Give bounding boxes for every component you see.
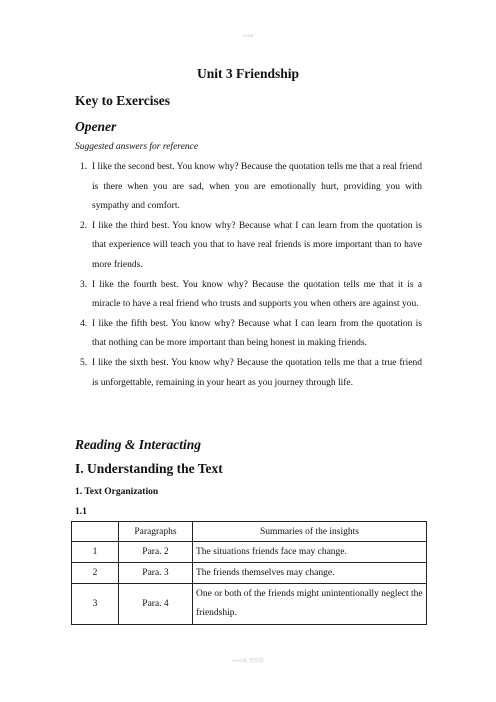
opener-heading: Opener [75,119,117,134]
opener-subheading: Suggested answers for reference [75,142,199,152]
reading-heading: Reading & Interacting [75,437,202,452]
opener-answer-list [80,158,422,393]
list-item [80,354,422,393]
table-row [72,563,427,584]
table-cell-number: 1 [72,542,119,563]
header-watermark: word [242,34,254,39]
page-title: Unit 3 Friendship [196,66,300,81]
table-cell-summary: The friends themselves may change. [193,563,427,584]
list-item-number: 1. [80,162,88,172]
table-cell-paragraph: Para. 4 [119,584,193,625]
table-cell-paragraph: Para. 2 [119,542,193,563]
list-item-number: 2. [80,220,88,231]
table-cell-summary: One or both of the friends might unintentionally neglect the friendship. [193,584,427,625]
table-cell-number: 2 [72,563,119,584]
footer-watermark: word版 整理版 [232,659,264,664]
list-item-text: I like the sixth best. You know why? Because the quotation tells me that a true friend is unforgettable, remaining in your heart as you journey through life. [92,357,422,388]
list-item-text: I like the second best. You know why? Because the quotation tells me that a real friend is there when you are sad, when you are emotionally hurt, providing you with sympathy and comfort. [92,162,422,212]
table-row [72,584,427,625]
summary-table [71,521,427,625]
task-label: 1.1 [75,507,87,517]
table-cell-paragraph: Para. 3 [119,563,193,584]
sub-heading: 1. Text Organization [75,487,159,497]
table-header-cell: Paragraphs [119,522,193,542]
list-item-text: I like the third best. You know why? Because what I can learn from the quotation is that experience will teach you that to have real friends is more important than to have more friends. [92,220,422,270]
section-heading: I. Understanding the Text [75,461,223,476]
table-header-row [72,522,427,542]
table-row [72,542,427,563]
list-item-number: 3. [80,279,88,290]
list-item-number: 4. [80,318,88,329]
list-item-number: 5. [80,357,88,368]
table-cell-summary: The situations friends face may change. [193,542,427,563]
key-heading: Key to Exercises [75,93,170,108]
table-header-cell [72,522,119,542]
table-header-cell: Summaries of the insights [193,522,427,542]
list-item [80,315,422,354]
list-item [80,276,422,315]
table-cell-number: 3 [72,584,119,625]
list-item-text: I like the fifth best. You know why? Because what I can learn from the quotation is that nothing can be more important than being honest in making friends. [92,318,422,349]
list-item [80,217,422,276]
list-item [80,158,422,217]
list-item-text: I like the fourth best. You know why? Because the quotation tells me that it is a miracle to have a real friend who trusts and supports you when others are against you. [92,279,422,310]
